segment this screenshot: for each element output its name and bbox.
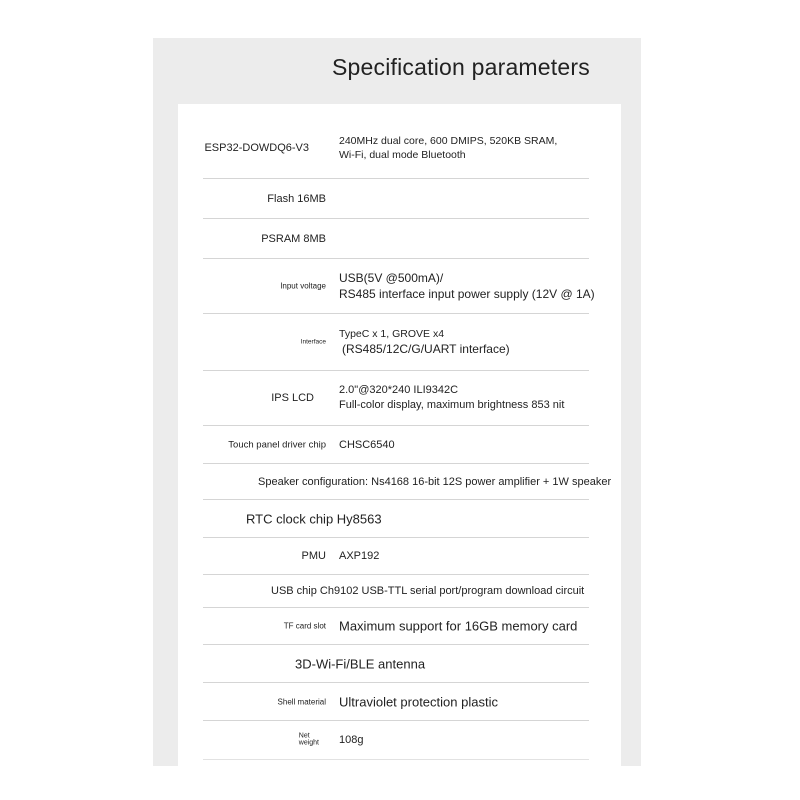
spec-row-shell xyxy=(203,683,589,721)
spec-label: Touch panel driver chip xyxy=(228,439,326,450)
spec-value: AXP192 xyxy=(339,550,380,562)
spec-row-net-weight xyxy=(203,721,589,760)
spec-row-tf-card xyxy=(203,608,589,645)
spec-value: 108g xyxy=(339,734,364,746)
spec-value-line: RS485 interface input power supply (12V @ 1A) xyxy=(339,287,595,301)
spec-label: PMU xyxy=(301,550,326,562)
spec-value xyxy=(339,134,557,162)
spec-value: CHSC6540 xyxy=(339,438,395,451)
spec-label: TF card slot xyxy=(283,621,326,631)
page-title: Specification parameters xyxy=(332,54,590,80)
spec-value-line: (RS485/12C/G/UART interface) xyxy=(342,341,510,356)
spec-row-input-voltage xyxy=(203,259,595,314)
spec-label: IPS LCD xyxy=(271,392,314,404)
spec-row-touch-driver xyxy=(203,426,589,464)
spec-label: ESP32-DOWDQ6-V3 xyxy=(204,142,309,154)
spec-text: USB chip Ch9102 USB-TTL serial port/program download circuit xyxy=(271,585,585,597)
spec-value xyxy=(339,383,564,413)
spec-value-line: TypeC x 1, GROVE x4 xyxy=(339,327,445,340)
spec-row-flash xyxy=(203,179,589,219)
spec-label: Input voltage xyxy=(280,281,326,291)
spec-label-line: Net xyxy=(298,732,310,740)
spec-value-line: Full-color display, maximum brightness 853 nit xyxy=(339,399,565,411)
spec-label: Shell material xyxy=(277,697,326,706)
spec-value xyxy=(339,270,595,302)
spec-label-line: weight xyxy=(298,740,319,747)
spec-text: RTC clock chip Hy8563 xyxy=(246,511,382,526)
spec-value-line: 2.0"@320*240 ILI9342C xyxy=(339,384,459,397)
spec-value-line: 240MHz dual core, 600 DMIPS, 520KB SRAM, xyxy=(339,134,558,147)
spec-row-interface xyxy=(203,314,589,371)
spec-text: Speaker configuration: Ns4168 16-bit 12S power amplifier + 1W speaker xyxy=(258,475,612,488)
spec-row-ips-lcd xyxy=(203,371,589,426)
spec-text: 3D-Wi-Fi/BLE antenna xyxy=(295,656,426,671)
spec-value-line: Wi-Fi, dual mode Bluetooth xyxy=(339,149,466,161)
spec-text: Flash 16MB xyxy=(267,192,326,205)
spec-value: Maximum support for 16GB memory card xyxy=(339,618,578,634)
spec-row-esp32 xyxy=(203,118,589,179)
spec-value xyxy=(339,327,510,357)
spec-label xyxy=(299,733,319,748)
spec-label: Interface xyxy=(300,338,326,346)
spec-text: PSRAM 8MB xyxy=(261,232,326,245)
spec-row-antenna xyxy=(203,645,589,683)
spec-row-speaker xyxy=(203,464,612,500)
spec-value-line: USB(5V @500mA)/ xyxy=(339,270,444,285)
spec-row-rtc xyxy=(203,500,589,538)
spec-row-usb-chip xyxy=(203,575,589,608)
spec-row-pmu xyxy=(203,538,589,575)
spec-row-psram xyxy=(203,219,589,259)
spec-value: Ultraviolet protection plastic xyxy=(339,694,498,709)
